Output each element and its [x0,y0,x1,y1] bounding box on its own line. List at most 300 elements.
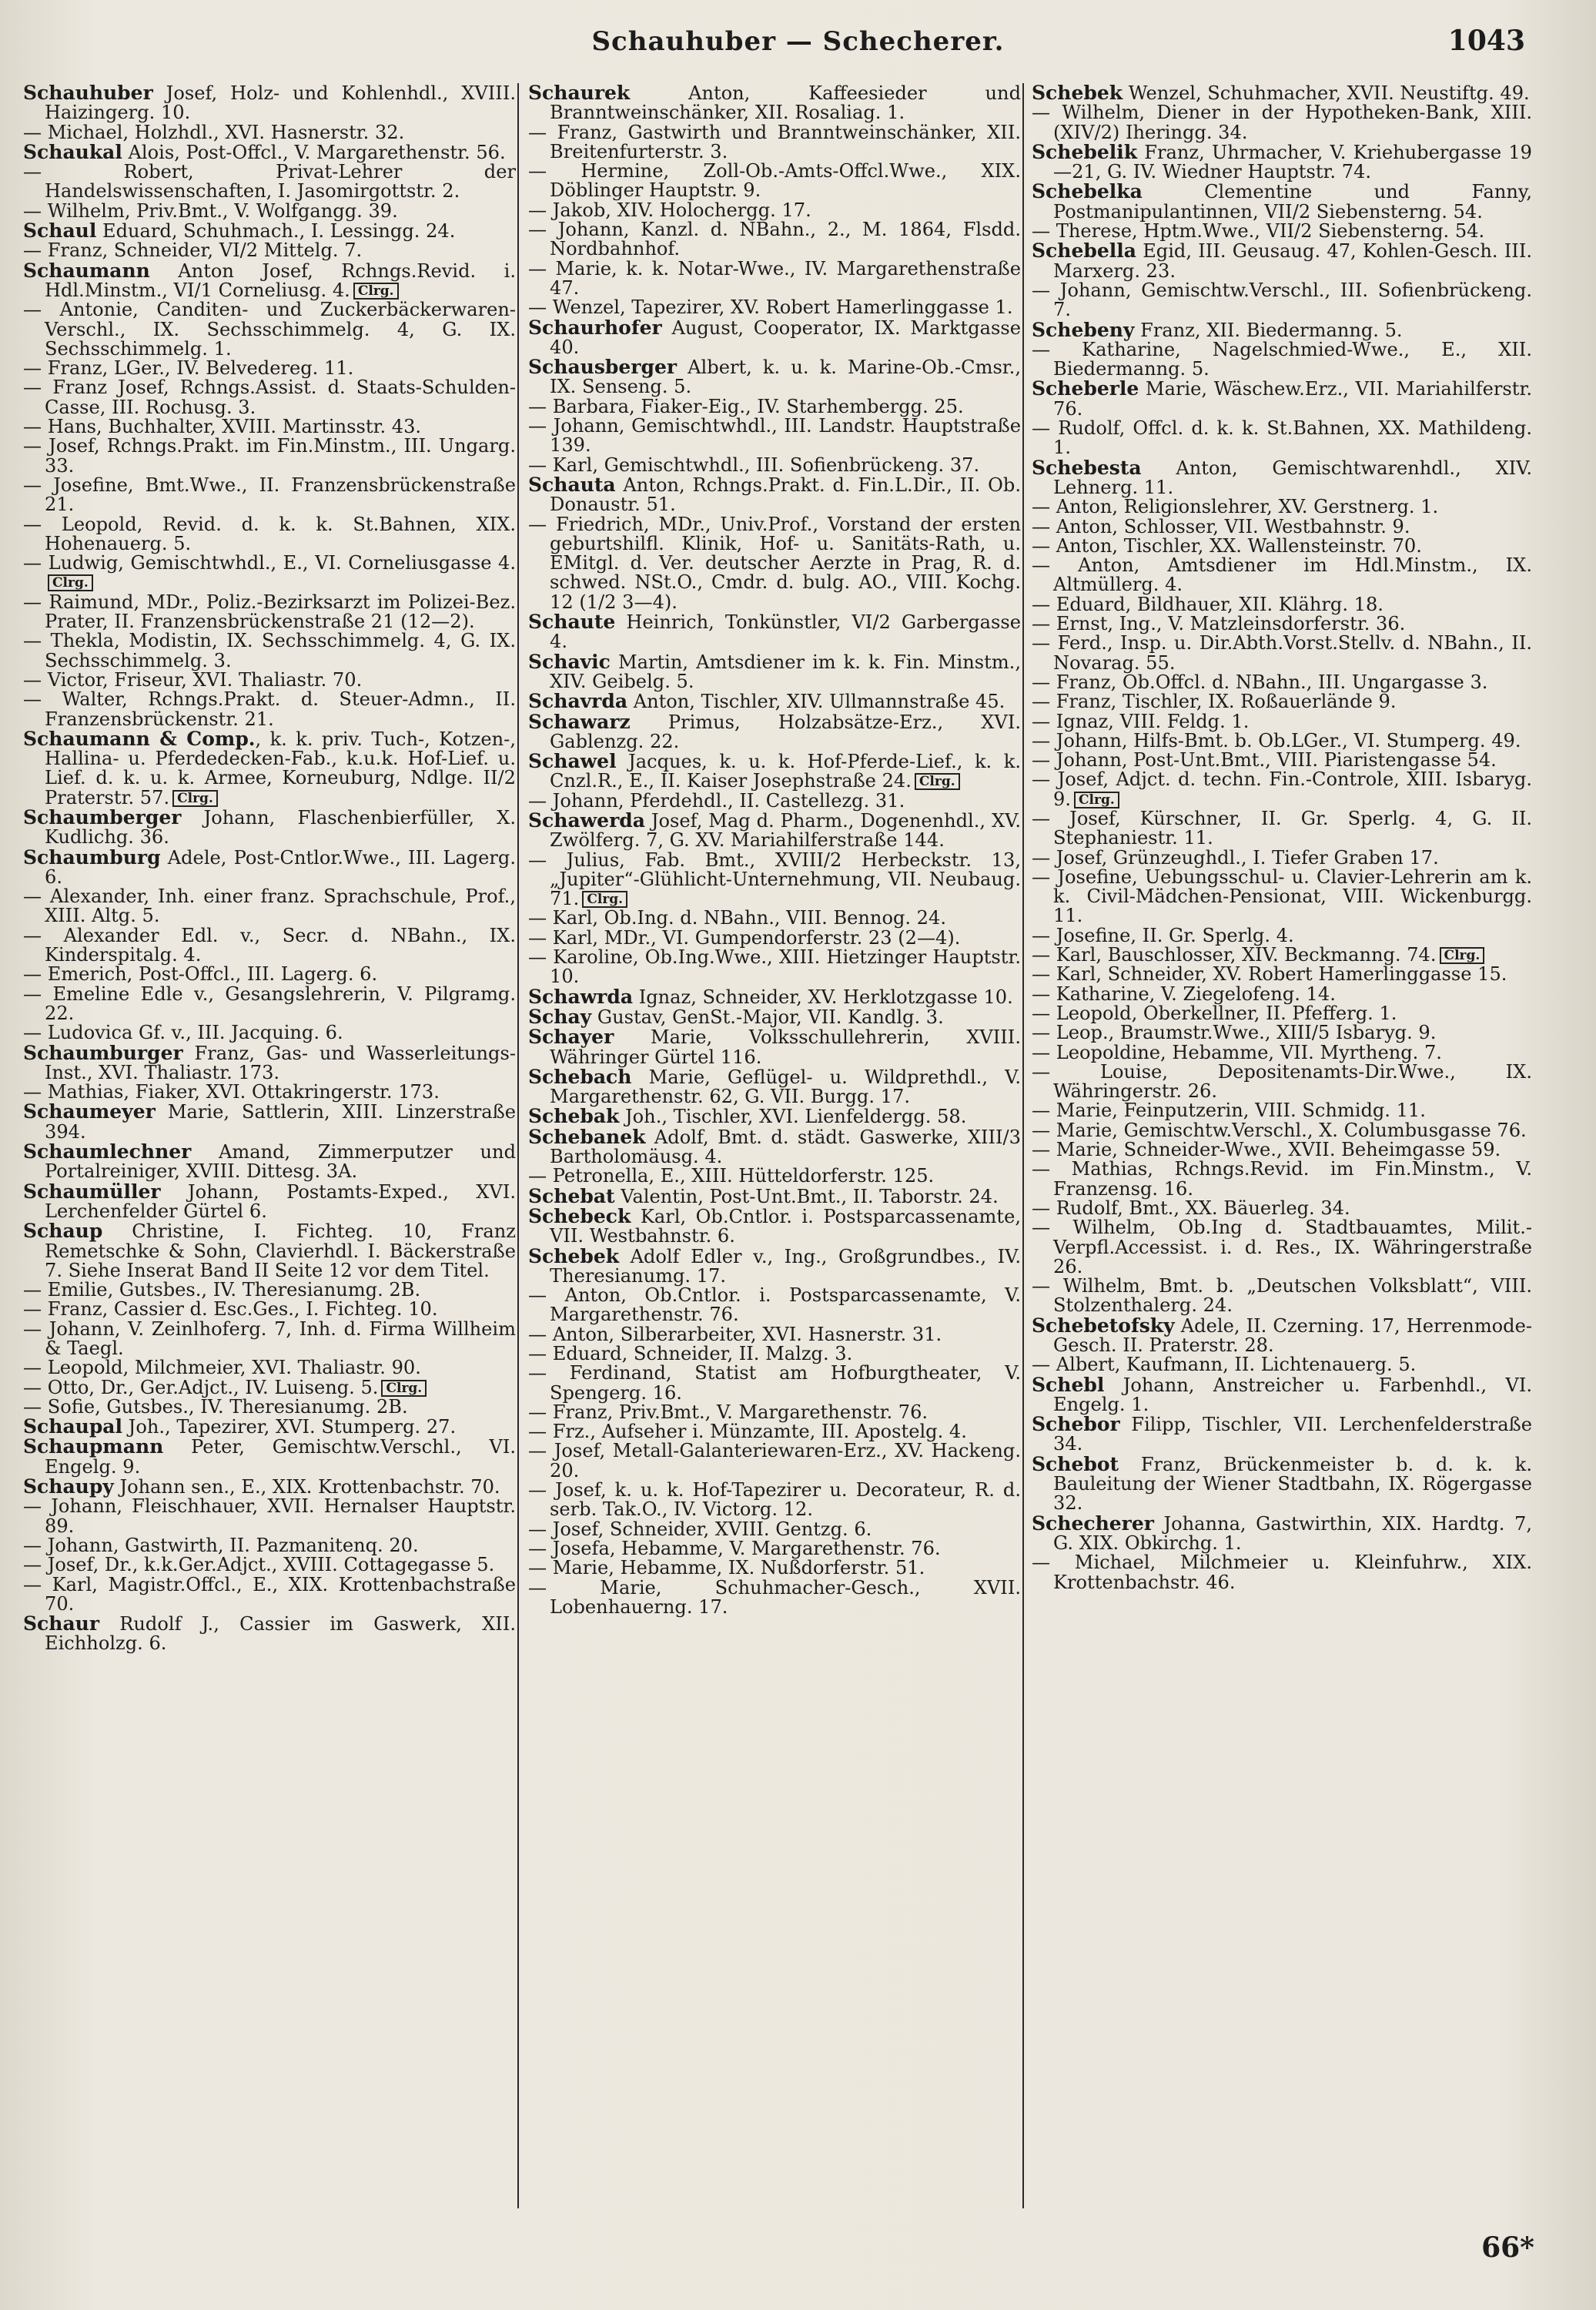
entry-details: — Wenzel, Tapezirer, XV. Robert Hamerlinggasse 1. [528,296,1013,319]
directory-entry [1032,809,1532,849]
entry-details: — Leopold, Milchmeier, XVI. Thaliastr. 90. [23,1357,421,1379]
entry-details: — Marie, Schneider-Wwe., XVII. Beheimgasse 59. [1032,1139,1501,1161]
entry-surname: Schaumann & Comp. [23,727,256,750]
directory-entry [23,690,516,729]
entry-surname: Schebelka [1032,180,1143,203]
entry-details: — Franz, Tischler, IX. Roßauerlände 9. [1032,691,1397,713]
entry-details: — Karl, Bauschlosser, XIV. Beckmanng. 74. [1032,944,1437,966]
entry-details: Adolf Edler v., Ing., Großgrundbes., IV. Theresianumg. 17. [550,1245,1021,1287]
entry-details: — Wilhelm, Diener in der Hypotheken-Bank, XIII. (XIV/2) Iheringg. 34. [1032,102,1532,143]
entry-details: — Emerich, Post-Offcl., III. Lagerg. 6. [23,963,378,986]
entry-details: Joh., Tapezirer, XVI. Stumperg. 27. [122,1416,457,1438]
column-left [23,83,516,2208]
directory-entry [23,985,516,1024]
entry-details: — Leop., Braumstr.Wwe., XIII/5 Isbaryg. 9. [1032,1022,1437,1044]
entry-details: Clementine und Fanny, Postmanipulantinnen, VII/2 Siebensterng. 54. [1053,181,1532,223]
entry-details: — Marie, Schuhmacher-Gesch., XVII. Lobenhauerng. 17. [528,1576,1021,1618]
entry-details: — Franz, Priv.Bmt., V. Margarethenstr. 76. [528,1401,928,1423]
entry-details: Joh., Tischler, XVI. Lienfeldergg. 58. [619,1106,967,1128]
entry-surname: Schaute [528,611,616,634]
entry-details: — Hans, Buchhalter, XVIII. Martinsstr. 43. [23,416,422,438]
entry-details: — Wilhelm, Priv.Bmt., V. Wolfgangg. 39. [23,199,398,222]
entry-details: Johanna, Gastwirthin, XIX. Hardtg. 7, G. XIX. Obkirchg. 1. [1053,1512,1532,1554]
entry-details: — Leopold, Oberkellner, II. Pfefferg. 1. [1032,1002,1397,1024]
entry-details: — Walter, Rchngs.Prakt. d. Steuer-Admn., II. Franzensbrückenstr. 21. [23,688,516,730]
entry-details: — Karoline, Ob.Ing.Wwe., XIII. Hietzinger Hauptstr. 10. [528,946,1021,988]
directory-entry [528,1204,1021,1247]
entry-details: Christine, I. Fichteg. 10, Franz Remetschke & Sohn, Clavierhdl. I. Bäckerstraße 7. Siehe Inserat Band II Seite 12 vor dem Titel. [45,1220,516,1281]
entry-details: — Katharine, Nagelschmied-Wwe., E., XII. Biedermanng. 5. [1032,338,1532,380]
directory-entry [528,987,1021,1007]
entry-details: — Wilhelm, Ob.Ing d. Stadtbauamtes, Milit.-Verpfl.Accessist. i. d. Res., IX. Währingerstraße 26. [1032,1217,1532,1277]
page-header [0,23,1596,69]
directory-entry [528,259,1021,299]
entry-details: — Johann, Hilfs-Bmt. b. Ob.LGer., VI. Stumperg. 49. [1032,729,1521,752]
entry-details: Marie, Wäschew.Erz., VII. Mariahilferstr. 76. [1053,378,1532,420]
entry-details: — Robert, Privat-Lehrer der Handelswissenschaften, I. Jasomirgottstr. 2. [23,161,516,203]
entry-details: Rudolf J., Cassier im Gaswerk, XII. Eichholzg. 6. [45,1613,516,1655]
entry-surname: Schawarz [528,710,631,733]
directory-entry [1032,865,1532,927]
entry-details: Franz, Brückenmeister b. d. k. k. Bauleitung der Wiener Stadtbahn, IX. Rögergasse 32. [1053,1453,1532,1515]
entry-details: — Marie, Gemischtw.Verschl., X. Columbusgasse 76. [1032,1119,1527,1141]
directory-entry [528,808,1021,852]
directory-entry [528,1520,1021,1539]
entry-details: — Johann, Gemischtwhdl., III. Landstr. Hauptstraße 139. [528,415,1021,457]
directory-entry [23,1281,516,1300]
entry-surname: Schauhuber [23,83,153,104]
directory-entry [23,162,516,202]
entry-details: — Josef, Schneider, XVIII. Gentzg. 6. [528,1518,872,1540]
entry-details: — Anton, Ob.Cntlor. i. Postsparcassenamte, V. Margarethenstr. 76. [528,1284,1021,1326]
entry-surname: Schayer [528,1026,614,1049]
directory-entry [528,220,1021,259]
directory-entry [528,1344,1021,1364]
entry-surname: Scheberle [1032,377,1139,400]
entry-surname: Schecherer [1032,1512,1154,1535]
entry-details: — Karl, Ob.Ing. d. NBahn., VIII. Bennog. 24. [528,907,947,929]
entry-details: — Josef, Grünzeughdl., I. Tiefer Graben 17. [1032,846,1439,869]
entry-details: — Emilie, Gutsbes., IV. Theresianumg. 2B. [23,1279,421,1301]
directory-entry [1032,1218,1532,1277]
entry-surname: Schaumlechner [23,1140,192,1163]
entry-details: Johann, Postamts-Exped., XVI. Lerchenfelder Gürtel 6. [45,1180,516,1222]
entry-details: Franz, Gas- und Wasserleitungs-Inst., XVI. Thaliastr. 173. [45,1042,516,1083]
column-divider [517,83,519,2208]
entry-details: — Frz., Aufseher i. Münzamte, III. Apostelg. 4. [528,1421,967,1443]
directory-entry [1032,1160,1532,1199]
entry-details: Johann, Anstreicher u. Farbenhdl., VI. Engelg. 1. [1053,1374,1532,1415]
directory-entry [1032,419,1532,458]
directory-entry [23,1023,516,1043]
directory-entry [528,1286,1021,1325]
directory-entry [23,359,516,378]
entry-surname: Schebl [1032,1373,1105,1396]
entry-surname: Schawrda [528,985,634,1008]
clearing-badge: Clrg. [1074,792,1119,808]
entry-surname: Schavrda [528,690,628,713]
entry-surname: Schaumeyer [23,1100,156,1123]
entry-details: — Katharine, V. Ziegelofeng. 14. [1032,983,1336,1005]
directory-entry [1032,729,1532,752]
directory-entry [1032,751,1532,770]
entry-surname: Schebanek [528,1125,646,1148]
directory-entry [23,1221,516,1281]
directory-entry [23,1575,516,1615]
entry-surname: Schebek [1032,83,1123,104]
directory-entry [1032,1553,1532,1592]
entry-details: Eduard, Schuhmach., I. Lessingg. 24. [96,220,456,243]
entry-details: — Franz, Cassier d. Esc.Ges., I. Fichteg. 10. [23,1298,438,1321]
directory-entry [528,1558,1021,1578]
entry-surname: Schebak [528,1105,620,1128]
directory-entry [23,83,516,123]
directory-entry [23,241,516,260]
entry-details: — Julius, Fab. Bmt., XVIII/2 Herbeckstr. 13, „Jupiter“-Glühlicht-Unternehmung, VII. Neubaug. 71. [528,849,1021,910]
directory-entry [23,1358,516,1378]
directory-entry [23,593,516,632]
directory-entry [23,1043,516,1083]
directory-entry [1032,595,1532,614]
entry-details: — Leopold, Revid. d. k. k. St.Bahnen, XIX. Hohenauerg. 5. [23,513,516,554]
entry-surname: Schebat [528,1184,615,1207]
directory-entry [1032,340,1532,380]
entry-details: — Karl, Magistr.Offcl., E., XIX. Krottenbachstraße 70. [23,1573,516,1615]
entry-details: — Johann, Kanzl. d. NBahn., 2., M. 1864, Flsdd. Nordbahnhof. [528,219,1021,260]
directory-entry [528,515,1021,612]
directory-entry [23,417,516,437]
directory-entry [528,123,1021,162]
directory-entry [528,1184,1021,1207]
entry-details: — Anton, Schlosser, VII. Westbahnstr. 9. [1032,515,1410,537]
directory-entry [1032,1375,1532,1415]
entry-details: — Ludwig, Gemischtwhdl., E., VI. Corneliusgasse 4. [23,552,516,574]
directory-entry [23,1102,516,1142]
directory-entry [23,515,516,554]
entry-details: — Johann, Gastwirth, II. Pazmanitenq. 20. [23,1534,419,1556]
clearing-badge: Clrg. [915,773,960,790]
directory-entry [528,83,1021,123]
entry-details: August, Cooperator, IX. Marktgasse 40. [550,316,1021,358]
entry-details: Marie, Volksschullehrerin, XVIII. Währinger Gürtel 116. [550,1026,1021,1068]
directory-entry [528,1127,1021,1167]
directory-entry [1032,770,1532,809]
directory-entry [23,668,516,691]
directory-entry [1032,281,1532,320]
entry-surname: Schavic [528,650,611,673]
entry-details: — Rudolf, Offcl. d. k. k. St.Bahnen, XX. Mathildeng. 1. [1032,417,1532,459]
entry-details: Ignaz, Schneider, XV. Herklotzgasse 10. [633,986,1013,1008]
entry-details: Egid, III. Geusaug. 47, Kohlen-Gesch. III. Marxerg. 23. [1053,240,1532,282]
entry-details: — Karl, Schneider, XV. Robert Hamerlinggasse 15. [1032,963,1507,986]
entry-details: Marie, Geflügel- u. Wildprethdl., V. Margarethenstr. 62, G. VII. Burgg. 17. [550,1066,1021,1108]
entry-details: Marie, Sattlerin, XIII. Linzerstraße 394. [45,1101,516,1143]
directory-entry [23,199,516,222]
directory-entry [528,1539,1021,1558]
directory-entry [23,378,516,417]
directory-entry [23,1182,516,1222]
directory-entry [528,298,1021,317]
directory-entry [1032,1023,1532,1043]
directory-entry [528,612,1021,652]
entry-surname: Schauta [528,473,616,496]
entry-details: — Wilhelm, Bmt. b. „Deutschen Volksblatt“, VIII. Stolzenthalerg. 24. [1032,1275,1532,1317]
directory-entry [23,123,516,142]
entry-details: — Raimund, MDr., Poliz.-Bezirksarzt im Polizei-Bez. Prater, II. Franzensbrückenstraße 21 (12—2). [23,591,516,633]
directory-entry [1032,1316,1532,1356]
directory-entry [528,1106,1021,1127]
entry-details: — Michael, Holzhdl., XVI. Hasnerstr. 32. [23,121,405,143]
entry-details: — Albert, Kaufmann, II. Lichtenauerg. 5. [1032,1354,1417,1376]
directory-entry [23,1417,516,1437]
entry-details: — Thekla, Modistin, IX. Sechsschimmelg. 4, G. IX. Sechsschimmelg. 3. [23,630,516,671]
directory-entry [1032,1355,1532,1374]
directory-entry [23,1497,516,1536]
entry-details: Josef, Holz- und Kohlenhdl., XVIII. Haizingerg. 10. [45,83,516,124]
entry-surname: Schebella [1032,239,1136,263]
entry-surname: Schaupy [23,1475,114,1498]
entry-details: Gustav, GenSt.-Major, VII. Kandlg. 3. [591,1006,944,1028]
entry-details: — Karl, MDr., VI. Gumpendorferstr. 23 (2—4). [528,926,961,949]
directory-entry [528,397,1021,417]
directory-entry [23,1555,516,1575]
entry-surname: Schay [528,1005,592,1028]
directory-entry [23,1300,516,1319]
entry-details: — Hermine, Zoll-Ob.-Amts-Offcl.Wwe., XIX. Döblinger Hauptstr. 9. [528,160,1021,202]
directory-entry [1032,692,1532,711]
directory-entry [528,1027,1021,1067]
directory-entry [528,318,1021,358]
entry-details: — Josef, Metall-Galanteriewaren-Erz., XV. Hackeng. 20. [528,1440,1021,1481]
directory-entry [528,652,1021,692]
entry-details: Valentin, Post-Unt.Bmt., II. Taborstr. 24. [614,1185,999,1207]
directory-entry [1032,379,1532,419]
clearing-badge: Clrg. [172,790,218,807]
entry-details: — Johann, Post-Unt.Bmt., VIII. Piaristengasse 54. [1032,749,1497,772]
entry-details: Jacques, k. u. k. Hof-Pferde-Lief., k. k. Cnzl.R., E., II. Kaiser Josephstraße 24. [550,751,1021,792]
entry-details: — Barbara, Fiaker-Eig., IV. Starhembergg. 25. [528,395,964,417]
entry-details: — Friedrich, MDr., Univ.Prof., Vorstand der ersten geburtshilfl. Klinik, Hof- u. Sanitäts-Rath, u. EMitgl. d. Ver. deutscher Aerzte in Prag, R. d. schwed. NSt.O., Cmdr. d. bulg. AO., VIII. Kochg. 12 (1/2 3—4). [528,513,1021,613]
entry-details: — Ernst, Ing., V. Matzleinsdorferstr. 36. [1032,613,1406,635]
entry-details: Filipp, Tischler, VII. Lerchenfelderstraße 34. [1053,1414,1532,1455]
entry-details: — Jakob, XIV. Holochergg. 17. [528,199,811,221]
entry-surname: Schawerda [528,808,645,832]
entry-details: — Franz, Gastwirth und Branntweinschänker, XII. Breitenfurterstr. 3. [528,121,1021,162]
entry-details: Adolf, Bmt. d. städt. Gaswerke, XIII/3 Bartholomäusg. 4. [550,1126,1021,1168]
directory-entry [1032,83,1532,103]
entry-details: — Johann, Pferdehdl., II. Castellezg. 31. [528,789,905,812]
entry-surname: Schaumberger [23,805,182,829]
entry-details: — Emeline Edle v., Gesangslehrerin, V. Pilgramg. 22. [23,983,516,1024]
column-right [1032,83,1532,2208]
page-title: Schauhuber — Schecherer. [591,26,1005,57]
directory-entry [23,1437,516,1477]
directory-entry [1032,1199,1532,1218]
directory-entry [1032,517,1532,537]
entry-details: — Eduard, Schneider, II. Malzg. 3. [528,1343,853,1364]
directory-entry [528,1422,1021,1441]
directory-entry [528,1325,1021,1344]
directory-entry [528,712,1021,752]
directory-entry [528,909,1021,928]
directory-entry [23,300,516,359]
directory-entry [528,1167,1021,1186]
entry-details: — Otto, Dr., Ger.Adjct., IV. Luiseng. 5. [23,1376,379,1398]
clearing-badge: Clrg. [1440,947,1485,964]
directory-entry [528,1007,1021,1027]
entry-details: Peter, Gemischtw.Verschl., VI. Engelg. 9. [45,1436,516,1478]
entry-surname: Schebot [1032,1452,1119,1475]
entry-details: — Victor, Friseur, XVI. Thaliastr. 70. [23,668,363,691]
entry-surname: Schaupmann [23,1435,164,1458]
entry-details: — Anton, Religionslehrer, XV. Gerstnerg. 1. [1032,496,1439,518]
entry-details: — Anton, Tischler, XX. Wallensteinstr. 70. [1032,534,1422,557]
entry-surname: Schaurhofer [528,316,662,339]
directory-entry [23,845,516,888]
entry-details: Anton, Tischler, XIV. Ullmannstraße 45. [627,691,1005,713]
directory-entry [1032,142,1532,182]
entry-details: Johann, Flaschenbierfüller, X. Kudlichg. 36. [45,806,516,849]
entry-details: — Therese, Hptm.Wwe., VII/2 Siebensterng. 54. [1032,220,1485,243]
entry-details: Primus, Holzabsätze-Erz., XVI. Gablenzg. 22. [550,711,1021,752]
entry-details: — Johann, V. Zeinlhoferg. 7, Inh. d. Firma Willheim & Taegl. [23,1317,516,1359]
directory-entry [528,948,1021,987]
directory-entry [528,691,1021,711]
directory-entry [23,476,516,515]
entry-details: — Franz, LGer., IV. Belvedereg. 11. [23,357,354,380]
entry-details: Franz, Uhrmacher, V. Kriehubergasse 19—21, G. IV. Wiedner Hauptstr. 74. [1053,141,1532,183]
directory-entry [1032,614,1532,634]
directory-entry [23,887,516,926]
directory-entry [23,1083,516,1102]
directory-entry [1032,1121,1532,1140]
directory-entry [1032,946,1532,965]
entry-details: Franz, XII. Biedermanng. 5. [1134,319,1403,341]
entry-details: Anton, Rchngs.Prakt. d. Fin.L.Dir., II. Ob. Donaustr. 51. [550,474,1021,516]
entry-details: Johann sen., E., XIX. Krottenbachstr. 70. [113,1476,500,1498]
entry-details: — Johann, Gemischtw.Verschl., III. Sofienbrückeng. 7. [1032,279,1532,321]
entry-surname: Schaup [23,1220,103,1243]
entry-details: — Marie, k. k. Notar-Wwe., IV. Margarethenstraße 47. [528,257,1021,299]
directory-entry [23,142,516,162]
entry-details: — Rudolf, Bmt., XX. Bäuerleg. 34. [1032,1197,1350,1219]
entry-details: — Karl, Gemischtwhdl., III. Sofienbrückeng. 37. [528,454,980,476]
entry-surname: Schebelik [1032,140,1138,163]
entry-details: — Leopoldine, Hebamme, VII. Myrtheng. 7. [1032,1041,1442,1063]
directory-entry [1032,673,1532,692]
clearing-badge: Clrg. [353,283,399,300]
entry-details: — Alexander Edl. v., Secr. d. NBahn., IX. Kinderspitalg. 4. [23,924,516,966]
entry-details: — Sofie, Gutsbes., IV. Theresianumg. 2B. [23,1395,408,1418]
directory-entry [1032,534,1532,557]
entry-surname: Schebach [528,1065,632,1088]
clearing-badge: Clrg. [582,891,627,908]
entry-details: , k. k. priv. Tuch-, Kotzen-, Hallina- u. Pferdedecken-Fab., k.u.k. Hof-Lief. u. Lief. d. k. u. k. Armee, Korneuburg, Ndlge. II/2 Praterstr. 57. [45,728,516,808]
column-middle [528,83,1021,2208]
entry-details: — Josef, Rchngs.Prakt. im Fin.Minstm., III. Ungarg. 33. [23,435,516,477]
entry-surname: Schawel [528,750,617,773]
directory-entry [1032,320,1532,340]
directory-entry [1032,1514,1532,1554]
directory-entry [1032,556,1532,595]
entry-details: — Mathias, Fiaker, XVI. Ottakringerstr. 173. [23,1081,440,1103]
entry-details: — Marie, Hebamme, IX. Nußdorferstr. 51. [528,1557,925,1579]
entry-surname: Schebesta [1032,456,1142,479]
directory-entry [23,631,516,671]
directory-entry [1032,985,1532,1004]
directory-entry [1032,1043,1532,1063]
entry-surname: Schausberger [528,356,678,379]
directory-entry [528,456,1021,475]
clearing-badge: Clrg. [381,1380,427,1397]
directory-entry [23,221,516,241]
entry-details: — Franz Josef, Rchngs.Assist. d. Staats-Schulden-Casse, III. Rochusg. 3. [23,377,516,418]
entry-details: — Alexander, Inh. einer franz. Sprachschule, Prof., XIII. Altg. 5. [23,886,516,927]
directory-entry [528,1364,1021,1403]
directory-entry [1032,1452,1532,1515]
entry-surname: Schebeck [528,1204,631,1227]
entry-details: Anton, Kaffeesieder und Branntweinschänker, XII. Rosaliag. 1. [550,83,1021,124]
entry-surname: Schaumüller [23,1180,161,1203]
entry-details: Anton, Gemischtwarenhdl., XIV. Lehnerg. 11. [1053,457,1532,498]
entry-details: — Anton, Amtsdiener im Hdl.Minstm., IX. Altmüllerg. 4. [1032,554,1532,596]
directory-entry [23,926,516,966]
directory-entry [1032,182,1532,222]
entry-surname: Schaul [23,219,97,243]
directory-entry [23,1395,516,1418]
entry-details: — Josefine, II. Gr. Sperlg. 4. [1032,924,1294,946]
entry-details: — Anton, Silberarbeiter, XVI. Hasnerstr. 31. [528,1323,942,1345]
entry-details: Anton Josef, Rchngs.Revid. i. Hdl.Minstm., VI/1 Corneliusg. 4. [45,259,516,301]
entry-details: Adele, Post-Cntlor.Wwe., III. Lagerg. 6. [45,846,516,888]
directory-entry [528,417,1021,456]
directory-entry [23,965,516,984]
entry-details: — Mathias, Rchngs.Revid. im Fin.Minstm., V. Franzensg. 16. [1032,1158,1532,1200]
entry-details: — Josef, k. u. k. Hof-Tapezirer u. Decorateur, R. d. serb. Tak.O., IV. Victorg. 12. [528,1479,1021,1521]
directory-entry [1032,1414,1532,1455]
directory-entry [528,926,1021,949]
entry-details: — Josefa, Hebamme, V. Margarethenstr. 76. [528,1537,941,1559]
directory-entry [23,805,516,849]
entry-details: — Louise, Depositenamts-Dir.Wwe., IX. Währingerstr. 26. [1032,1060,1532,1103]
directory-entry [528,1067,1021,1107]
directory-entry [528,162,1021,201]
directory-entry [1032,1060,1532,1103]
directory-entry [23,1477,516,1497]
entry-details: Karl, Ob.Cntlor. i. Postsparcassenamte, VII. Westbahnstr. 6. [550,1205,1021,1247]
directory-entry [528,475,1021,515]
entry-details: — Marie, Feinputzerin, VIII. Schmidg. 11. [1032,1100,1426,1122]
entry-surname: Schaur [23,1612,99,1635]
directory-entry [1032,222,1532,241]
entry-surname: Schaukal [23,140,122,163]
entry-details: — Michael, Milchmeier u. Kleinfuhrw., XIX. Krottenbachstr. 46. [1032,1552,1532,1593]
directory-entry [1032,1101,1532,1120]
directory-entry [1032,712,1532,732]
directory-entry [528,1441,1021,1481]
entry-details: — Josef, Dr., k.k.Ger.Adjct., XVIII. Cottagegasse 5. [23,1554,495,1576]
directory-entry [528,851,1021,909]
entry-details: — Ludovica Gf. v., III. Jacquing. 6. [23,1022,343,1044]
entry-details: — Franz, Schneider, VI/2 Mittelg. 7. [23,239,363,262]
directory-entry [528,357,1021,397]
entry-surname: Schebeny [1032,318,1135,341]
directory-entry [1032,103,1532,142]
entry-details: — Ferdinand, Statist am Hofburgtheater, V. Spengerg. 16. [528,1362,1021,1404]
directory-entry [528,1403,1021,1422]
directory-entry [23,1614,516,1654]
entry-details: — Eduard, Bildhauer, XII. Klährg. 18. [1032,593,1384,615]
